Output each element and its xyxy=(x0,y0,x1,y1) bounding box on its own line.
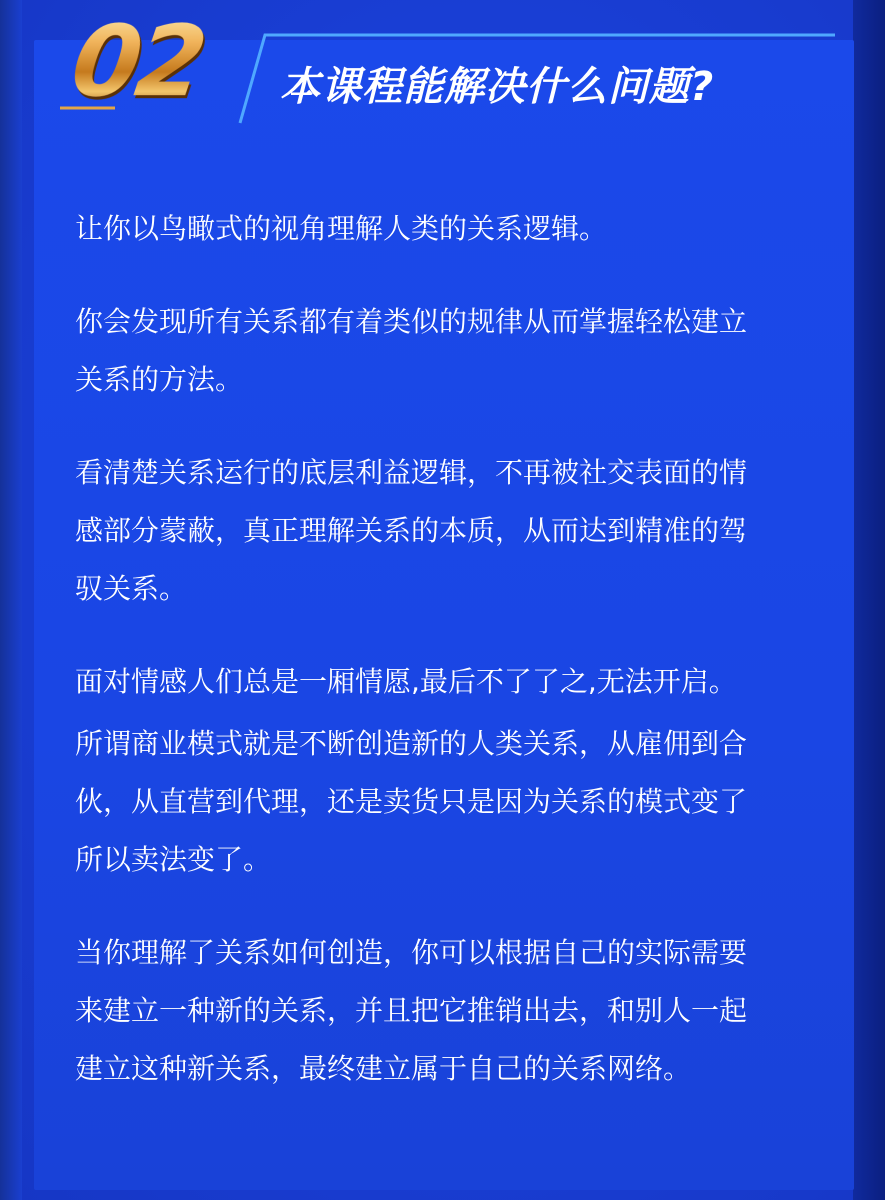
paragraph-3: 看清楚关系运行的底层利益逻辑，不再被社交表面的情 感部分蒙蔽，真正理解关系的本质，从而达到精准的驾 驭关系。 xyxy=(75,456,748,605)
body-text xyxy=(75,200,820,1098)
paragraph-2: 你会发现所有关系都有着类似的规律从而掌握轻松建立 关系的方法。 xyxy=(75,305,748,396)
paragraph-5: 所谓商业模式就是不断创造新的人类关系，从雇佣到合 伙，从直营到代理，还是卖货只是因为关系的模式变了 所以卖法变了。 xyxy=(75,727,748,876)
section-number: 02 xyxy=(64,5,210,119)
section-header xyxy=(55,5,855,125)
paragraph-6: 当你理解了关系如何创造，你可以根据自己的实际需要 来建立一种新的关系，并且把它推销出去，和别人一起 建立这种新关系，最终建立属于自己的关系网络。 xyxy=(75,936,748,1085)
section-title: 本课程能解决什么问题? xyxy=(280,64,715,110)
paragraph-1: 让你以鸟瞰式的视角理解人类的关系逻辑。 xyxy=(75,212,608,245)
paragraph-4: 面对情感人们总是一厢情愿,最后不了了之,无法开启。 xyxy=(75,665,737,698)
